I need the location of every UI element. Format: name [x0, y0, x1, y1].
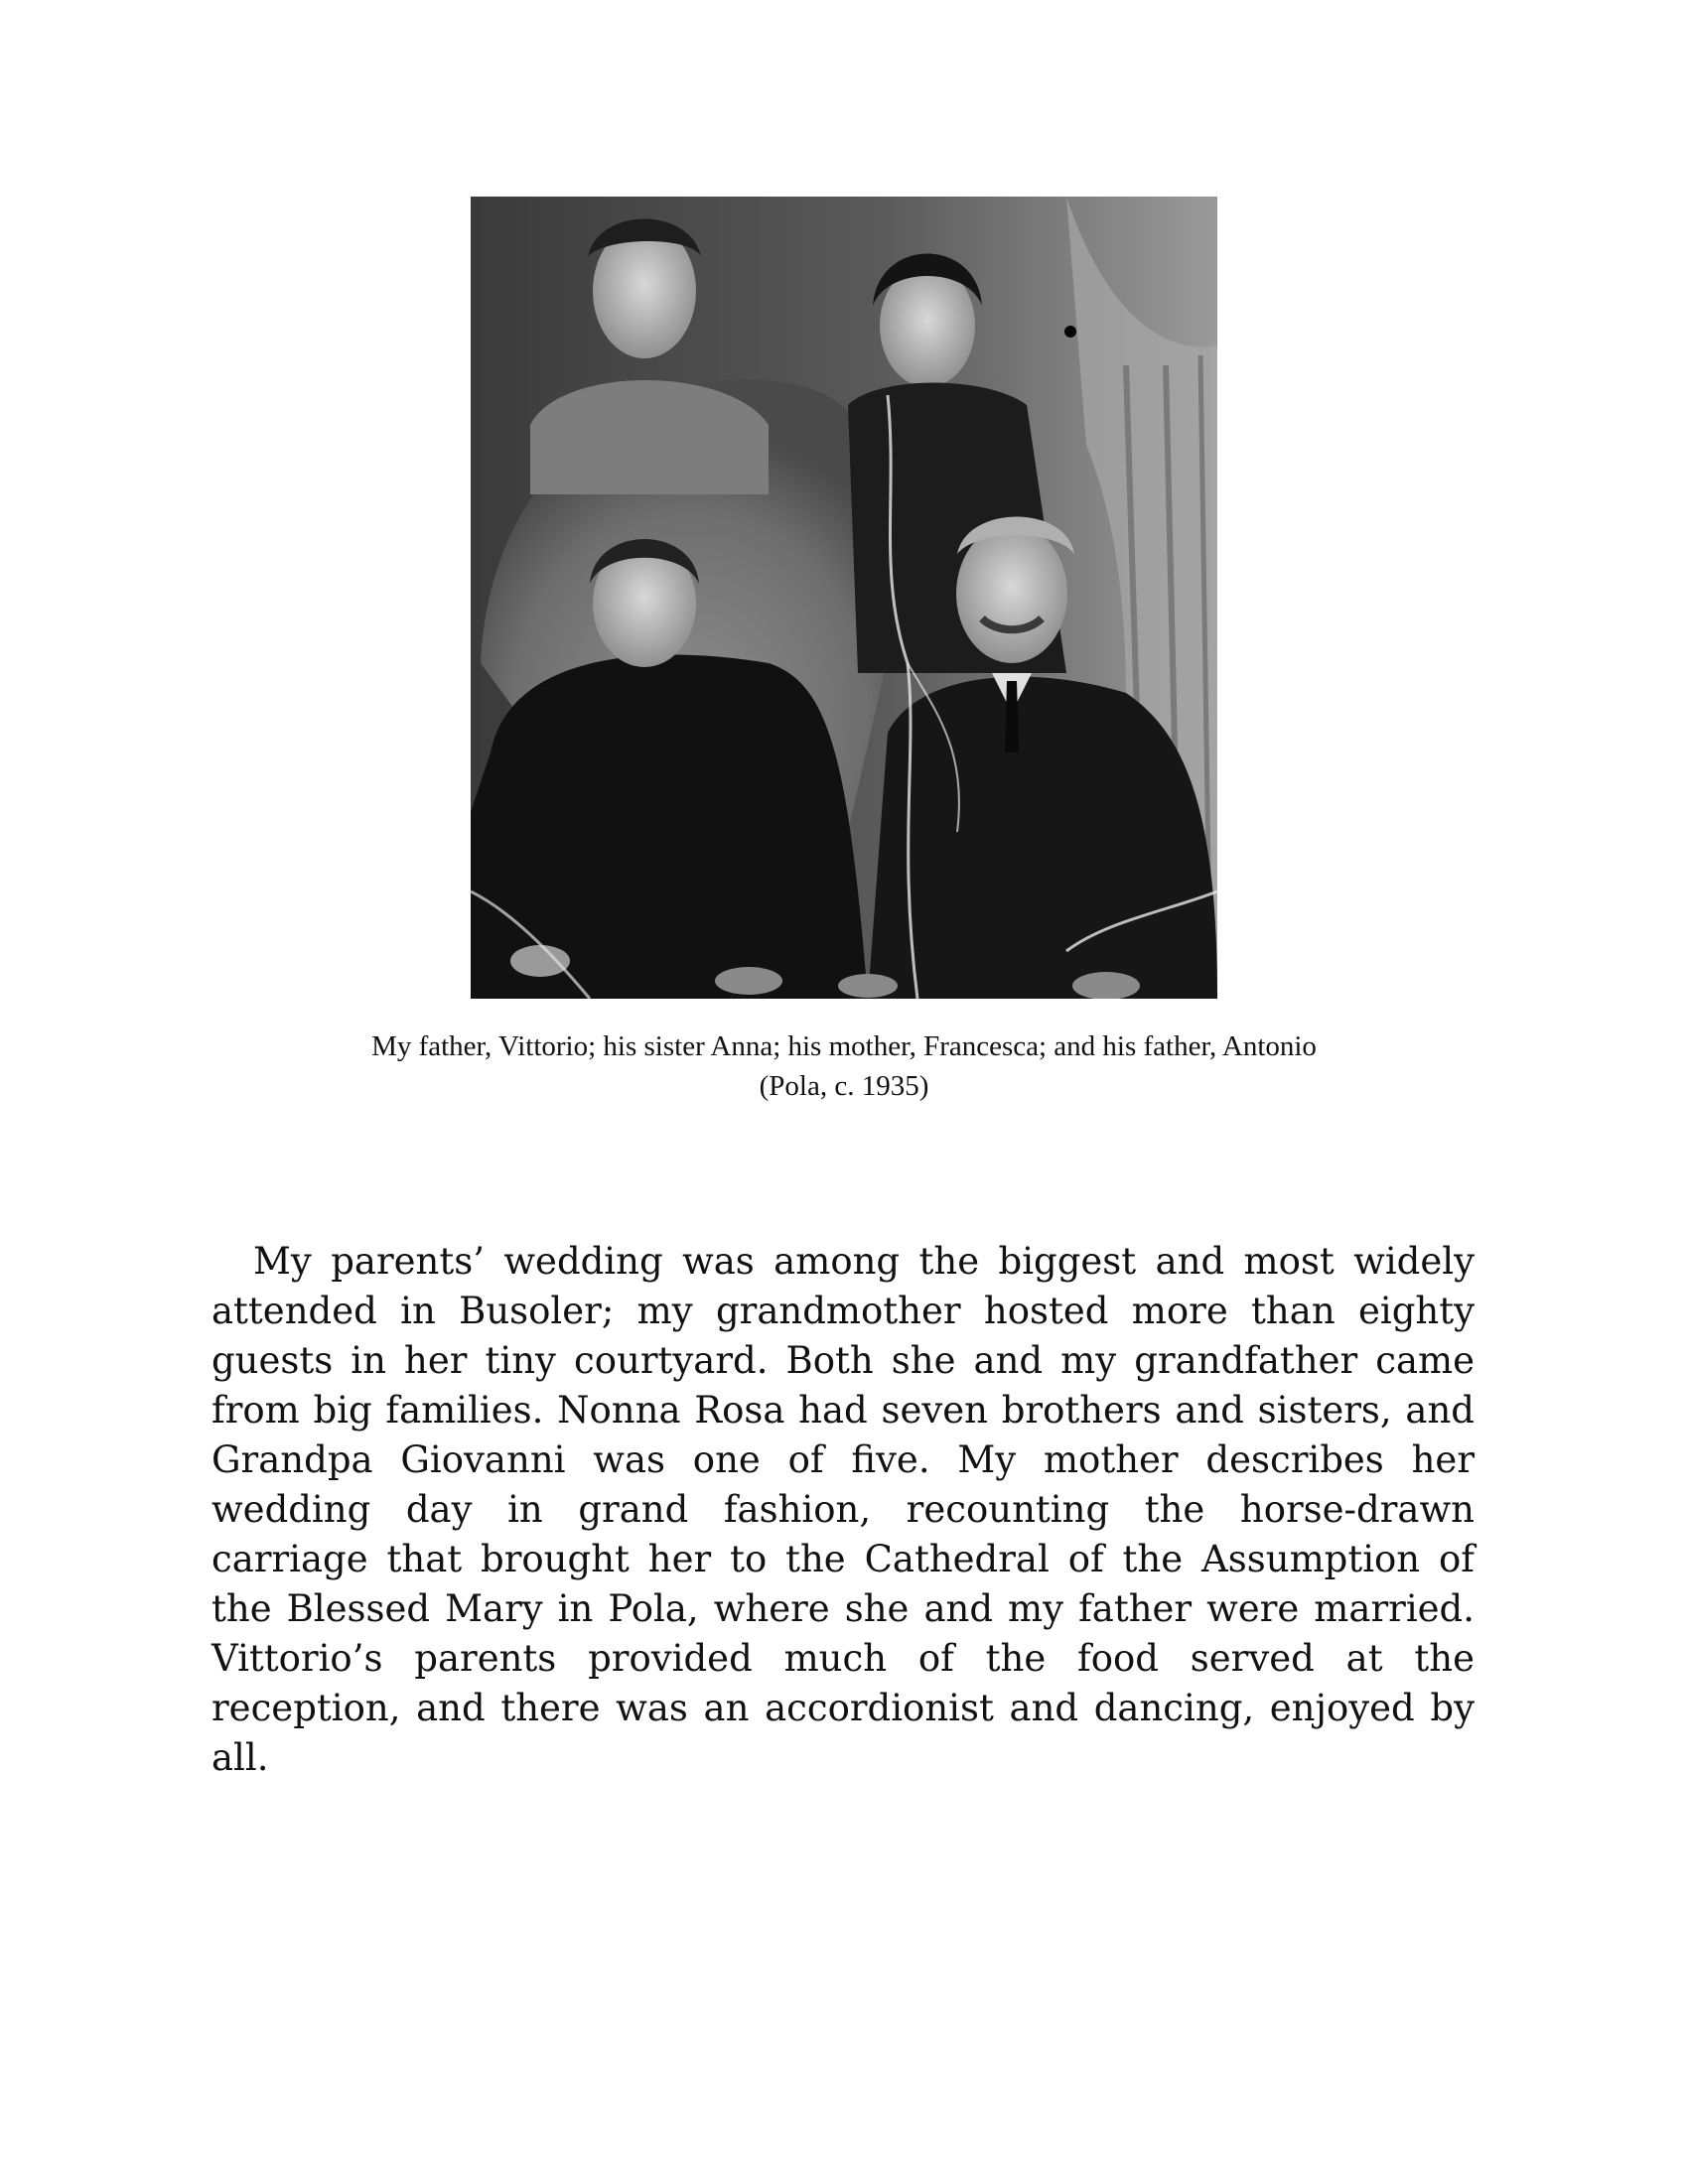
caption-line-2: (Pola, c. 1935) [759, 1070, 929, 1102]
photo-illustration [471, 197, 1217, 999]
photo-caption [199, 1026, 1489, 1106]
body-paragraph: My parents’ wedding was among the biggest and most widely attended in Busoler; my grandmother hosted more than eighty guests in her tiny courtyard. Both she and my grandfather came from big families. Nonna Rosa had seven brothers and sisters, and Grandpa Giovanni was one of five. My mother describes her wedding day in grand fashion, recounting the horse-drawn carriage that brought her to the Cathedral of the Assumption of the Blessed Mary in Pola, where she and my father were married. Vittorio’s parents provided much of the food served at the reception, and there was an accordionist and dancing, enjoyed by all. [211, 1240, 1475, 1779]
caption-line-1: My father, Vittorio; his sister Anna; his mother, Francesca; and his father, Antonio [371, 1030, 1317, 1062]
family-portrait-photo [471, 197, 1217, 999]
